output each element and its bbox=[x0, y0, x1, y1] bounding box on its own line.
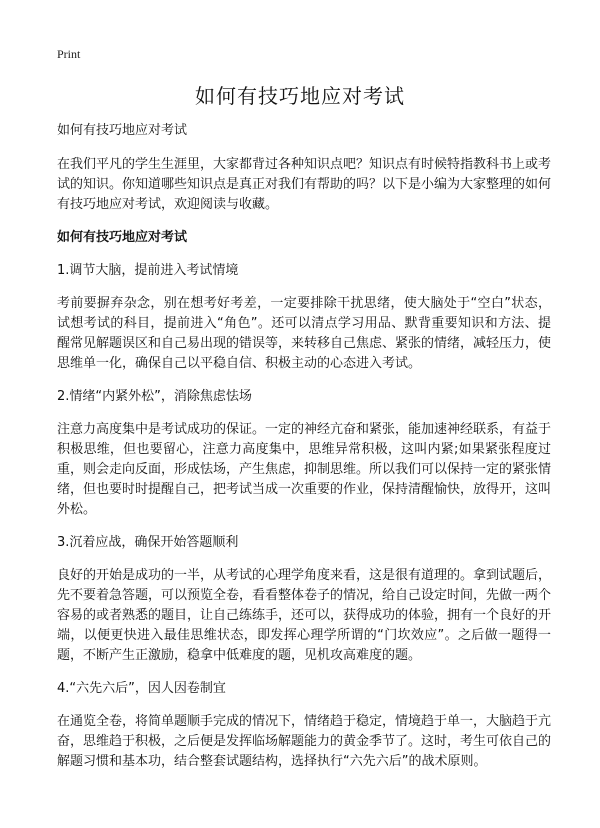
article-content bbox=[57, 121, 551, 785]
intro-paragraph: 在我们平凡的学生生涯里，大家都背过各种知识点吧？知识点有时候特指教科书上或考试的知识。你知道哪些知识点是真正对我们有帮助的吗？以下是小编为大家整理的如何有技巧地应对考试，欢迎阅读与收藏。 bbox=[57, 157, 552, 212]
step-4-body: 在通览全卷，将简单题顺手完成的情况下，情绪趋于稳定，情境趋于单一，大脑趋于亢奋，思维趋于积极，之后便是发挥临场解题能力的黄金季节了。这时，考生可依自己的解题习惯和基本功，结合整套试题结构，选择执行“六先六后”的战术原则。 bbox=[57, 714, 552, 769]
step-2-body: 注意力高度集中是考试成功的保证。一定的神经亢奋和紧张，能加速神经联系，有益于积极思维，但也要留心，注意力高度集中，思维异常积极，这叫内紧;如果紧张程度过重，则会走向反面，形成怯场，产生焦虑，抑制思维。所以我们可以保持一定的紧张情绪，但也要时时提醒自己，把考试当成一次重要的作业，保持清醒愉快，放得开，这叫外松。 bbox=[57, 422, 552, 517]
page-title: 如何有技巧地应对考试 bbox=[195, 84, 405, 108]
step-2-heading: 2.情绪“内紧外松”，消除焦虑怯场 bbox=[57, 389, 252, 404]
step-3-heading: 3.沉着应战，确保开始答题顺利 bbox=[57, 535, 239, 550]
print-link[interactable]: Print bbox=[57, 47, 81, 61]
step-1-body: 考前要摒弃杂念，别在想考好考差，一定要排除干扰思绪，使大脑处于“空白”状态，试想考试的科目，提前进入“角色”。还可以清点学习用品、默背重要知识和方法、提醒常见解题误区和自己易出现的错误等，来转移自己焦虑、紧张的情绪，减轻压力，使思维单一化，确保自己以平稳自信、积极主动的心态进入考试。 bbox=[57, 296, 552, 371]
step-3-body: 良好的开始是成功的一半，从考试的心理学角度来看，这是很有道理的。拿到试题后，先不要着急答题，可以预览全卷，看看整体卷子的情况，给自己设定时间，先做一两个容易的或者熟悉的题目，让自己练练手，还可以，获得成功的体验，拥有一个良好的开端，以便更快进入最佳思维状态，即发挥心理学所谓的“门坎效应”。之后做一题得一题，不断产生正激励，稳拿中低难度的题，见机攻高难度的题。 bbox=[57, 568, 552, 663]
section-heading: 如何有技巧地应对考试 bbox=[57, 230, 188, 245]
article-subtitle: 如何有技巧地应对考试 bbox=[57, 123, 188, 138]
step-1-heading: 1.调节大脑，提前进入考试情境 bbox=[57, 263, 239, 278]
step-4-heading: 4.“六先六后”，因人因卷制宜 bbox=[57, 681, 226, 696]
